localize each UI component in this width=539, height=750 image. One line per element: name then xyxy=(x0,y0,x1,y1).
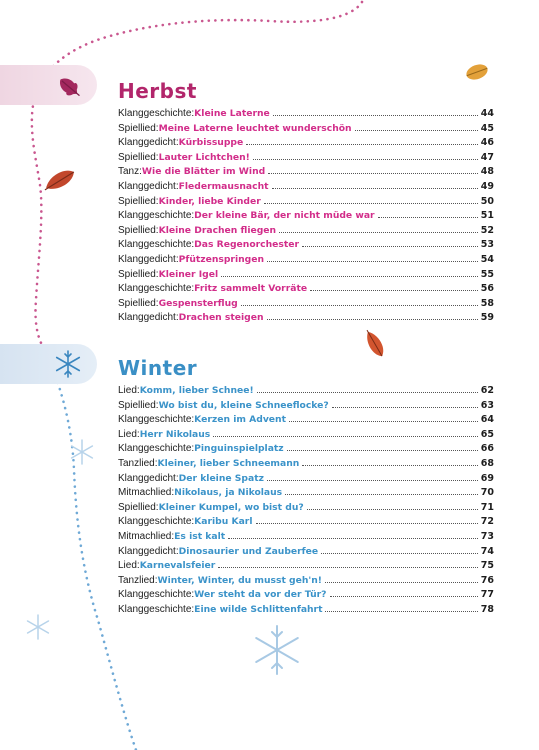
dot-leader xyxy=(228,538,478,539)
entry-type-label: Spiellied: xyxy=(118,122,159,134)
entry-page-number: 44 xyxy=(480,108,494,119)
dot-leader xyxy=(325,611,477,612)
entry-type-label: Klanggedicht: xyxy=(118,312,179,324)
section-heading-autumn: Herbst xyxy=(118,79,197,103)
entry-page-number: 45 xyxy=(480,122,494,134)
toc-entry[interactable] xyxy=(118,413,494,428)
dot-leader xyxy=(332,407,478,408)
entry-page-number: 56 xyxy=(480,283,494,295)
entry-type-label: Klanggedicht: xyxy=(118,545,179,557)
entry-type-label: Mitmachlied: xyxy=(118,530,175,542)
entry-type-label: Tanzlied: xyxy=(118,457,158,469)
toc-entry[interactable] xyxy=(118,122,494,137)
entry-type-label: Lied: xyxy=(118,385,140,396)
dot-leader xyxy=(267,261,478,262)
entry-title: Wie die Blätter im Wind xyxy=(141,166,266,178)
entry-title: Lauter Lichtchen! xyxy=(158,151,250,163)
entry-title: Der kleine Spatz xyxy=(178,472,264,484)
entry-title: Pfützenspringen xyxy=(178,253,265,265)
entry-title: Gespensterflug xyxy=(158,297,238,309)
entry-page-number: 52 xyxy=(480,224,494,236)
entry-page-number: 74 xyxy=(480,545,494,557)
dot-leader xyxy=(325,582,478,583)
dot-leader xyxy=(272,188,478,189)
dot-leader xyxy=(285,494,478,495)
entry-title: Eine wilde Schlittenfahrt xyxy=(194,603,323,615)
entry-page-number: 75 xyxy=(480,560,494,572)
toc-list-winter xyxy=(118,384,494,618)
entry-page-number: 62 xyxy=(480,385,494,396)
entry-type-label: Spiellied: xyxy=(118,399,159,411)
toc-entry[interactable] xyxy=(118,238,494,253)
entry-type-label: Klanggeschichte: xyxy=(118,283,195,295)
dot-leader xyxy=(302,465,477,466)
entry-page-number: 46 xyxy=(480,137,494,149)
entry-title: Komm, lieber Schnee! xyxy=(139,385,254,396)
entry-title: Es ist kalt xyxy=(174,530,226,542)
toc-entry[interactable] xyxy=(118,224,494,239)
entry-page-number: 49 xyxy=(480,180,494,192)
entry-title: Kleiner, lieber Schneemann xyxy=(157,457,300,469)
toc-entry[interactable] xyxy=(118,428,494,443)
dot-leader xyxy=(355,130,478,131)
entry-type-label: Klanggeschichte: xyxy=(118,108,195,119)
toc-entry[interactable] xyxy=(118,588,494,603)
entry-page-number: 72 xyxy=(480,516,494,528)
entry-page-number: 47 xyxy=(480,151,494,163)
dot-leader xyxy=(246,144,478,145)
entry-title: Dinosaurier und Zauberfee xyxy=(178,545,319,557)
toc-entry[interactable] xyxy=(118,530,494,545)
entry-type-label: Klanggedicht: xyxy=(118,180,179,192)
toc-entry[interactable] xyxy=(118,268,494,283)
entry-title: Wer steht da vor der Tür? xyxy=(194,589,327,601)
entry-type-label: Spiellied: xyxy=(118,268,159,280)
dot-leader xyxy=(218,567,478,568)
toc-entry[interactable] xyxy=(118,195,494,210)
entry-type-label: Klanggeschichte: xyxy=(118,414,195,426)
toc-entry[interactable] xyxy=(118,384,494,399)
entry-page-number: 51 xyxy=(480,210,494,222)
entry-page-number: 54 xyxy=(480,253,494,265)
toc-entry[interactable] xyxy=(118,501,494,516)
toc-entry[interactable] xyxy=(118,574,494,589)
entry-type-label: Spiellied: xyxy=(118,151,159,163)
entry-title: Der kleine Bär, der nicht müde war xyxy=(194,210,375,222)
toc-entry[interactable] xyxy=(118,253,494,268)
dot-leader xyxy=(273,115,478,116)
dot-leader xyxy=(257,392,478,393)
entry-page-number: 63 xyxy=(480,399,494,411)
toc-entry[interactable] xyxy=(118,545,494,560)
toc-entry[interactable] xyxy=(118,136,494,151)
entry-title: Kleine Drachen fliegen xyxy=(158,224,277,236)
toc-entry[interactable] xyxy=(118,559,494,574)
dot-leader xyxy=(310,290,478,291)
entry-page-number: 65 xyxy=(480,428,494,440)
section-heading-winter: Winter xyxy=(118,356,198,380)
dot-leader xyxy=(289,421,478,422)
dot-leader xyxy=(253,159,478,160)
entry-title: Drachen steigen xyxy=(178,312,264,324)
entry-type-label: Spiellied: xyxy=(118,501,159,513)
entry-title: Kerzen im Advent xyxy=(194,414,286,426)
toc-entry[interactable] xyxy=(118,107,494,122)
section-tab-winter xyxy=(0,344,97,384)
entry-type-label: Mitmachlied: xyxy=(118,487,175,499)
dot-leader xyxy=(267,480,478,481)
entry-page-number: 53 xyxy=(480,239,494,251)
entry-title: Fritz sammelt Vorräte xyxy=(194,283,308,295)
entry-title: Wo bist du, kleine Schneeflocke? xyxy=(158,399,329,411)
entry-page-number: 71 xyxy=(480,501,494,513)
entry-page-number: 58 xyxy=(480,297,494,309)
entry-page-number: 73 xyxy=(480,530,494,542)
entry-title: Kleine Laterne xyxy=(194,108,270,119)
entry-page-number: 68 xyxy=(480,457,494,469)
dot-leader xyxy=(321,553,478,554)
entry-type-label: Lied: xyxy=(118,428,140,440)
toc-entry[interactable] xyxy=(118,297,494,312)
entry-page-number: 50 xyxy=(480,195,494,207)
entry-title: Nikolaus, ja Nikolaus xyxy=(174,487,283,499)
entry-type-label: Tanzlied: xyxy=(118,574,158,586)
dot-leader xyxy=(241,305,478,306)
dot-leader xyxy=(287,450,478,451)
dot-leader xyxy=(221,276,478,277)
entry-type-label: Klanggeschichte: xyxy=(118,589,195,601)
entry-type-label: Klanggeschichte: xyxy=(118,210,195,222)
toc-entry[interactable] xyxy=(118,472,494,487)
entry-title: Pinguinspielplatz xyxy=(194,443,284,455)
entry-type-label: Lied: xyxy=(118,560,140,572)
toc-entry[interactable] xyxy=(118,457,494,472)
toc-entry[interactable] xyxy=(118,399,494,414)
entry-page-number: 78 xyxy=(480,603,494,615)
dot-leader xyxy=(279,232,478,233)
entry-title: Meine Laterne leuchtet wunderschön xyxy=(158,122,352,134)
entry-page-number: 66 xyxy=(480,443,494,455)
entry-page-number: 64 xyxy=(480,414,494,426)
entry-title: Herr Nikolaus xyxy=(139,428,211,440)
toc-entry[interactable] xyxy=(118,311,494,326)
entry-title: Kürbissuppe xyxy=(178,137,244,149)
toc-entry[interactable] xyxy=(118,442,494,457)
entry-type-label: Klanggedicht: xyxy=(118,253,179,265)
toc-entry[interactable] xyxy=(118,603,494,618)
toc-entry[interactable] xyxy=(118,165,494,180)
entry-page-number: 48 xyxy=(480,166,494,178)
entry-page-number: 77 xyxy=(480,589,494,601)
toc-entry[interactable] xyxy=(118,209,494,224)
entry-type-label: Klanggedicht: xyxy=(118,137,179,149)
dot-leader xyxy=(307,509,478,510)
entry-type-label: Klanggeschichte: xyxy=(118,239,195,251)
dot-leader xyxy=(267,319,478,320)
entry-type-label: Klanggedicht: xyxy=(118,472,179,484)
dot-leader xyxy=(264,203,478,204)
entry-title: Winter, Winter, du musst geh'n! xyxy=(157,574,322,586)
entry-title: Kleiner Kumpel, wo bist du? xyxy=(158,501,304,513)
entry-type-label: Tanz: xyxy=(118,166,142,178)
toc-entry[interactable] xyxy=(118,282,494,297)
entry-type-label: Klanggeschichte: xyxy=(118,516,195,528)
entry-page-number: 70 xyxy=(480,487,494,499)
toc-list-autumn xyxy=(118,107,494,326)
entry-type-label: Spiellied: xyxy=(118,195,159,207)
section-tab-autumn xyxy=(0,65,97,105)
dot-leader xyxy=(213,436,478,437)
entry-page-number: 76 xyxy=(480,574,494,586)
dot-leader xyxy=(268,173,478,174)
dot-leader xyxy=(302,246,478,247)
toc-entry[interactable] xyxy=(118,486,494,501)
entry-type-label: Spiellied: xyxy=(118,297,159,309)
entry-title: Das Regenorchester xyxy=(194,239,300,251)
entry-title: Karnevalsfeier xyxy=(139,560,216,572)
entry-type-label: Klanggeschichte: xyxy=(118,603,195,615)
entry-title: Karibu Karl xyxy=(194,516,253,528)
toc-entry[interactable] xyxy=(118,151,494,166)
entry-type-label: Spiellied: xyxy=(118,224,159,236)
entry-type-label: Klanggeschichte: xyxy=(118,443,195,455)
entry-page-number: 59 xyxy=(480,312,494,324)
entry-title: Fledermausnacht xyxy=(178,180,269,192)
toc-entry[interactable] xyxy=(118,180,494,195)
toc-entry[interactable] xyxy=(118,515,494,530)
snowflake-icon xyxy=(0,344,97,384)
entry-title: Kinder, liebe Kinder xyxy=(158,195,261,207)
entry-page-number: 55 xyxy=(480,268,494,280)
autumn-leaf-icon xyxy=(0,65,97,105)
dot-leader xyxy=(378,217,478,218)
entry-title: Kleiner Igel xyxy=(158,268,219,280)
dot-leader xyxy=(330,596,478,597)
entry-page-number: 69 xyxy=(480,472,494,484)
dot-leader xyxy=(256,523,478,524)
